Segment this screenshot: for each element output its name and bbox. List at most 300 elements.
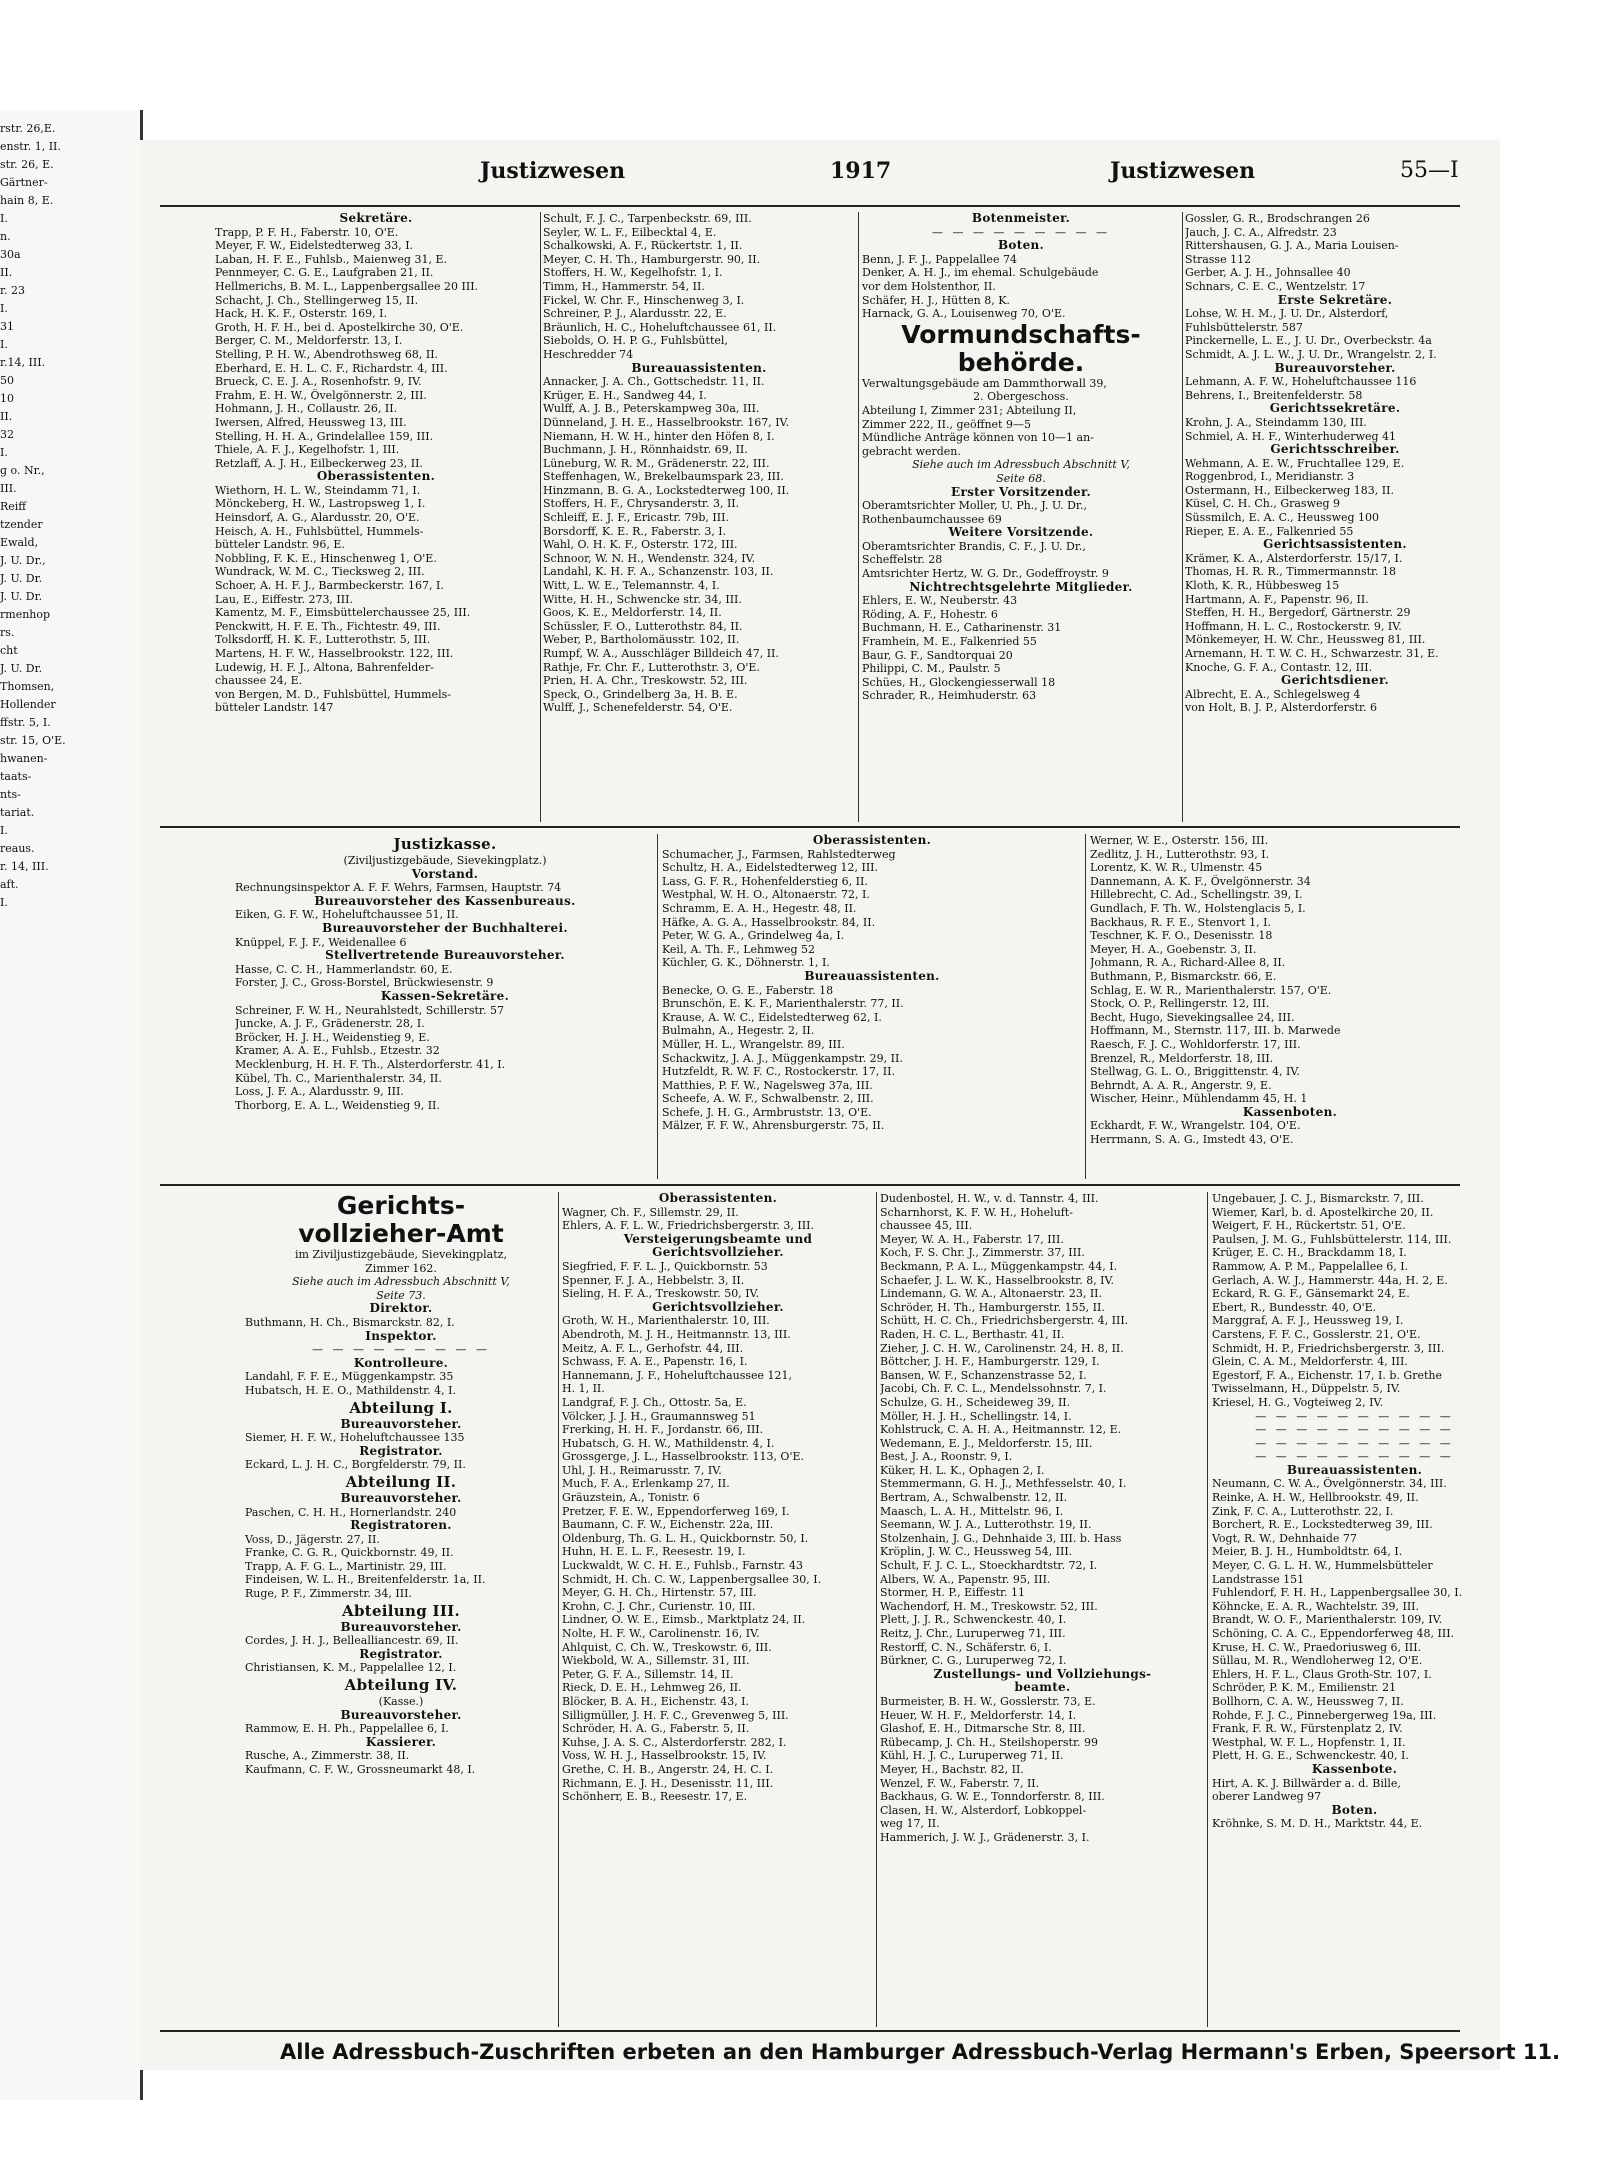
directory-entry: Findeisen, W. L. H., Breitenfelderstr. 1a, II. [245, 1573, 486, 1587]
left-fragment-line: Hollender [0, 698, 56, 711]
left-fragment-line: I. [0, 212, 8, 225]
left-fragment-line: I. [0, 896, 8, 909]
directory-entry: Silligmüller, J. H. F. C., Grevenweg 5, III. [562, 1708, 789, 1722]
column-bottom-3 [880, 1192, 1205, 2032]
directory-entry: Behrndt, A. A. R., Angerstr. 9, E. [1090, 1078, 1272, 1092]
directory-entry: Kloth, K. R., Hübbesweg 15 [1185, 579, 1340, 593]
directory-entry: Hartmann, A. F., Papenstr. 96, II. [1185, 592, 1369, 606]
left-fragment-line: J. U. Dr., [0, 554, 46, 567]
directory-entry: Juncke, A. J. F., Grädenerstr. 28, I. [235, 1017, 425, 1031]
left-fragment-line: J. U. Dr. [0, 590, 43, 603]
left-fragment-line: Thomsen, [0, 680, 55, 693]
directory-entry: Retzlaff, A. J. H., Eilbeckerweg 23, II. [215, 456, 423, 470]
directory-entry: Küsel, C. H. Ch., Grasweg 9 [1185, 497, 1341, 511]
directory-entry: Abteilung I, Zimmer 231; Abteilung II, [862, 403, 1077, 417]
directory-entry: Westphal, W. F. L., Hopfenstr. 1, II. [1212, 1735, 1406, 1749]
directory-entry: Wahl, O. H. K. F., Osterstr. 172, III. [543, 538, 738, 552]
directory-entry: H. 1, II. [562, 1382, 605, 1396]
directory-entry: Amtsrichter Hertz, W. G. Dr., Godeffroystr. 9 [862, 567, 1109, 581]
directory-entry: Küker, H. L. K., Ophagen 2, I. [880, 1463, 1045, 1477]
directory-entry: Kröplin, J. W. C., Heussweg 54, III. [880, 1545, 1073, 1559]
reference-note: Seite 73. [376, 1288, 426, 1302]
directory-entry: Iwersen, Alfred, Heussweg 13, III. [215, 415, 407, 429]
directory-entry: Schnars, C. E. C., Wentzelstr. 17 [1185, 279, 1366, 293]
directory-entry: Wiekbold, W. A., Sillemstr. 31, III. [562, 1654, 750, 1668]
directory-entry: Gerber, A. J. H., Johnsallee 40 [1185, 266, 1351, 280]
directory-entry: Buchmann, H. E., Catharinenstr. 31 [862, 621, 1062, 635]
directory-entry: Brandt, W. O. F., Marienthalerstr. 109, IV. [1212, 1613, 1443, 1627]
directory-entry: Hammerich, J. W. J., Grädenerstr. 3, I. [880, 1830, 1090, 1844]
column-top-3 [862, 212, 1180, 827]
directory-entry: Dannemann, A. K. F., Övelgönnerstr. 34 [1090, 874, 1311, 888]
section-heading: Bureauvorsteher. [340, 1620, 462, 1634]
directory-entry: Rieck, D. E. H., Lehmweg 26, II. [562, 1681, 742, 1695]
left-fragment-line: str. 15, O'E. [0, 734, 66, 747]
section-heading: Vorstand. [411, 867, 479, 881]
directory-entry: Schoer, A. H. F. J., Barmbeckerstr. 167, I. [215, 579, 444, 593]
directory-entry: Oberamtsrichter Brandis, C. F., J. U. Dr., [862, 539, 1086, 553]
directory-entry: Loss, J. F. A., Alardusstr. 9, III. [235, 1085, 404, 1099]
section-heading: Erste Sekretäre. [1277, 293, 1393, 307]
directory-entry: Bürkner, C. G., Luruperweg 72, I. [880, 1654, 1067, 1668]
column-divider [1182, 212, 1183, 822]
vacant-placeholder: — — — — — — — — — — [1255, 1450, 1454, 1464]
vacant-placeholder: — — — — — — — — — — [1255, 1409, 1454, 1423]
section-heading: Kassenboten. [1242, 1105, 1338, 1119]
directory-entry: Penckwitt, H. F. E. Th., Fichtestr. 49, III. [215, 619, 441, 633]
centered-note: 2. Obergeschoss. [973, 390, 1069, 404]
directory-entry: Weigert, F. H., Rückertstr. 51, O'E. [1212, 1219, 1406, 1233]
office-title: vollzieher-Amt [298, 1220, 504, 1248]
directory-entry: Eckard, L. J. H. C., Borgfelderstr. 79, II. [245, 1458, 466, 1472]
column-divider [1085, 834, 1086, 1179]
directory-entry: Eberhard, E. H. L. C. F., Richardstr. 4, III. [215, 361, 448, 375]
directory-entry: Glashof, E. H., Ditmarsche Str. 8, III. [880, 1722, 1086, 1736]
directory-entry: Küchler, G. K., Döhnerstr. 1, I. [662, 956, 830, 970]
directory-entry: Stemmermann, G. H. J., Methfesselstr. 40, I. [880, 1477, 1127, 1491]
office-title: Gerichts- [336, 1192, 466, 1220]
directory-entry: Schmidt, H. Ch. C. W., Lappenbergsallee 30, I. [562, 1572, 822, 1586]
section-heading: beamte. [1014, 1681, 1071, 1695]
directory-entry: Behrens, I., Breitenfelderstr. 58 [1185, 388, 1363, 402]
directory-entry: Mälzer, F. F. W., Ahrensburgerstr. 75, II. [662, 1119, 885, 1133]
directory-entry: Bansen, W. F., Schanzenstrasse 52, I. [880, 1368, 1087, 1382]
left-fragment-line: Gärtner- [0, 176, 48, 189]
directory-entry: Paschen, C. H. H., Hornerlandstr. 240 [245, 1505, 457, 1519]
directory-entry: Zimmer 222, II., geöffnet 9—5 [862, 417, 1031, 431]
directory-entry: Lorentz, K. W. R., Ulmenstr. 45 [1090, 861, 1263, 875]
directory-entry: Dudenbostel, H. W., v. d. Tannstr. 4, III. [880, 1192, 1099, 1205]
directory-entry: Ehlers, A. F. L. W., Friedrichsbergerstr. 3, III. [562, 1219, 814, 1233]
directory-entry: Schackwitz, J. A. J., Müggenkampstr. 29, II. [662, 1051, 903, 1065]
directory-entry: Knüppel, F. J. F., Weidenallee 6 [235, 935, 407, 949]
directory-entry: Grethe, C. H. B., Angerstr. 24, H. C. I. [562, 1762, 774, 1776]
vacant-placeholder: — — — — — — — — — — [1255, 1436, 1454, 1450]
header-left-title: Justizwesen [480, 158, 626, 184]
directory-entry: Frank, F. R. W., Fürstenplatz 2, IV. [1212, 1722, 1403, 1736]
header-year: 1917 [830, 158, 892, 184]
directory-entry: Benecke, O. G. E., Faberstr. 18 [662, 983, 834, 997]
directory-entry: Wiemer, Karl, b. d. Apostelkirche 20, II. [1212, 1205, 1434, 1219]
directory-entry: Bräunlich, H. C., Hoheluftchaussee 61, II. [543, 320, 777, 334]
directory-entry: Martens, H. F. W., Hasselbrookstr. 122, III. [215, 647, 454, 660]
directory-entry: weg 17, II. [880, 1817, 940, 1831]
directory-entry: Gossler, G. R., Brodschrangen 26 [1185, 212, 1370, 225]
directory-entry: Voss, W. H. J., Hasselbrookstr. 15, IV. [562, 1749, 767, 1763]
column-gerichtsvollzieher-amt [245, 1192, 557, 2032]
directory-entry: Süllau, M. R., Wendloherweg 12, O'E. [1212, 1654, 1423, 1668]
directory-entry: Glein, C. A. M., Meldorferstr. 4, III. [1212, 1355, 1408, 1369]
section-heading: Oberassistenten. [812, 834, 932, 847]
directory-entry: Matthies, P. F. W., Nagelsweg 37a, III. [662, 1078, 873, 1092]
section-heading: Zustellungs- und Vollziehungs- [933, 1667, 1152, 1681]
reference-note: Siehe auch im Adressbuch Abschnitt V, [912, 458, 1130, 472]
directory-entry: Süssmilch, E. A. C., Heussweg 100 [1185, 511, 1380, 525]
directory-entry: Schwass, F. A. E., Papenstr. 16, I. [562, 1355, 748, 1369]
directory-entry: Stelling, P. H. W., Abendrothsweg 68, II. [215, 347, 439, 361]
directory-entry: Häfke, A. G. A., Hasselbrookstr. 84, II. [662, 915, 876, 929]
section-heading: Bureauvorsteher des Kassenbureaus. [314, 894, 576, 908]
directory-entry: Luckwaldt, W. C. H. E., Fuhlsb., Farnstr. 43 [562, 1559, 804, 1573]
directory-entry: Meyer, G. H. Ch., Hirtenstr. 57, III. [562, 1586, 757, 1600]
centered-note: (Kasse.) [378, 1695, 424, 1709]
directory-entry: chaussee 24, E. [215, 674, 303, 688]
directory-entry: Meyer, H. A., Goebenstr. 3, II. [1090, 942, 1257, 956]
directory-entry: Stoffers, H. W., Kegelhofstr. 1, I. [543, 266, 723, 280]
directory-entry: Wagner, Ch. F., Sillemstr. 29, II. [562, 1205, 739, 1219]
left-fragment-line: ffstr. 5, I. [0, 716, 51, 729]
directory-entry: Siegfried, F. F. L. J., Quickbornstr. 53 [562, 1259, 768, 1273]
directory-entry: Rammow, E. H. Ph., Pappelallee 6, I. [245, 1722, 449, 1736]
directory-entry: Lindemann, G. W. A., Altonaerstr. 23, II. [880, 1287, 1103, 1301]
directory-entry: Eckhardt, F. W., Wrangelstr. 104, O'E. [1090, 1119, 1301, 1133]
directory-entry: Wiethorn, H. L. W., Steindamm 71, I. [215, 483, 421, 497]
column-top-1 [215, 212, 537, 827]
directory-entry: Jacobi, Ch. F. C. L., Mendelssohnstr. 7, I. [880, 1382, 1107, 1396]
directory-entry: Backhaus, R. F. E., Stenvort 1, I. [1090, 915, 1271, 929]
directory-entry: Schröder, H. A. G., Faberstr. 5, II. [562, 1722, 750, 1736]
directory-entry: Schröder, H. Th., Hamburgerstr. 155, II. [880, 1300, 1105, 1314]
directory-entry: bütteler Landstr. 96, E. [215, 538, 345, 552]
directory-entry: Kübel, Th. C., Marienthalerstr. 34, II. [235, 1071, 442, 1085]
section-heading: Gerichtsschreiber. [1270, 443, 1400, 457]
directory-entry: Paulsen, J. M. G., Fuhlsbüttelerstr. 114, III. [1212, 1232, 1452, 1246]
directory-entry: Siebolds, O. H. P. G., Fuhlsbüttel, [543, 334, 728, 348]
section-heading: Nichtrechtsgelehrte Mitglieder. [909, 580, 1133, 594]
directory-entry: Schramm, E. A. H., Hegestr. 48, II. [662, 901, 857, 915]
directory-entry: Ostermann, H., Eilbeckerweg 183, II. [1185, 483, 1394, 497]
directory-entry: Völcker, J. J. H., Graumannsweg 51 [562, 1409, 756, 1423]
section-heading: Gerichtsdiener. [1281, 674, 1389, 688]
directory-entry: Gräuzstein, A., Tonistr. 6 [562, 1491, 700, 1505]
left-fragment-line: 31 [0, 320, 14, 333]
directory-entry: Strasse 112 [1185, 252, 1252, 266]
directory-entry: Thomas, H. R. R., Timmermannstr. 18 [1185, 565, 1397, 579]
directory-entry: Wulff, J., Schenefelderstr. 54, O'E. [543, 701, 733, 715]
directory-entry: Scheefe, A. W. F., Schwalbenstr. 2, III. [662, 1092, 874, 1106]
directory-entry: Roggenbrod, I., Meridianstr. 3 [1185, 470, 1355, 484]
directory-entry: Kühl, H. J. C., Luruperweg 71, II. [880, 1749, 1064, 1763]
left-fragment-line: I. [0, 446, 8, 459]
directory-entry: Sieling, H. F. A., Treskowstr. 50, IV. [562, 1287, 760, 1301]
left-fragment-line: II. [0, 410, 13, 423]
left-fragment-line: tzender [0, 518, 43, 531]
section-heading: Botenmeister. [971, 212, 1071, 225]
directory-entry: Kamentz, M. F., Eimsbüttelerchaussee 25, III. [215, 606, 471, 620]
left-fragment-line: II. [0, 266, 13, 279]
left-fragment-line: 32 [0, 428, 14, 441]
directory-entry: Rothenbaumchaussee 69 [862, 512, 1002, 526]
directory-entry: Rusche, A., Zimmerstr. 38, II. [245, 1749, 410, 1763]
directory-entry: Egestorf, F. A., Eichenstr. 17, I. b. Grethe [1212, 1368, 1442, 1382]
directory-entry: Hellmerichs, B. M. L., Lappenbergsallee 20 III. [215, 279, 479, 293]
directory-entry: Ungebauer, J. C. J., Bismarckstr. 7, III. [1212, 1192, 1424, 1205]
directory-entry: Schönherr, E. B., Reesestr. 17, E. [562, 1790, 748, 1804]
section-rule [160, 1184, 1460, 1186]
directory-entry: Ruge, P. F., Zimmerstr. 34, III. [245, 1587, 412, 1601]
publisher-footer: Alle Adressbuch-Zuschriften erbeten an den Hamburger Adressbuch-Verlag Hermann's Erben, Speersort 11. [280, 2040, 1561, 2064]
left-fragment-line: J. U. Dr. [0, 662, 43, 675]
section-heading: Weitere Vorsitzende. [948, 526, 1094, 540]
section-heading: Boten. [1331, 1803, 1378, 1817]
directory-entry: Clasen, H. W., Alsterdorf, Lobkoppel- [880, 1803, 1087, 1817]
section-heading: Kassen-Sekretäre. [380, 989, 510, 1003]
directory-entry: Reinke, A. H. W., Hellbrookstr. 49, II. [1212, 1491, 1419, 1505]
directory-entry: Rittershausen, G. J. A., Maria Louisen- [1185, 239, 1399, 253]
column-bottom-4 [1212, 1192, 1497, 2032]
directory-entry: Schöning, C. A. C., Eppendorferweg 48, III. [1212, 1627, 1455, 1640]
section-title: Abteilung IV. [344, 1676, 458, 1695]
directory-entry: Krause, A. W. C., Eidelstedterweg 62, I. [662, 1010, 882, 1024]
directory-entry: Hoffmann, H. L. C., Rostockerstr. 9, IV. [1185, 619, 1402, 633]
directory-entry: Lohse, W. H. M., J. U. Dr., Alsterdorf, [1185, 307, 1389, 321]
section-title: Justizkasse. [393, 835, 497, 853]
directory-entry: Johmann, R. A., Richard-Allee 8, II. [1090, 956, 1286, 970]
directory-entry: Pinckernelle, L. E., J. U. Dr., Overbeckstr. 4a [1185, 334, 1432, 348]
directory-entry: Rathje, Fr. Chr. F., Lutterothstr. 3, O'E. [543, 660, 760, 674]
directory-entry: Jauch, J. C. A., Alfredstr. 23 [1185, 225, 1337, 239]
page-header [160, 158, 1470, 188]
directory-entry: Hoffmann, M., Sternstr. 117, III. b. Marwede [1090, 1024, 1341, 1038]
directory-entry: Scheffelstr. 28 [862, 553, 943, 567]
directory-entry: Meitz, A. F. L., Gerhofstr. 44, III. [562, 1341, 744, 1355]
directory-entry: Stock, O. P., Rellingerstr. 12, III. [1090, 997, 1270, 1011]
directory-entry: Blöcker, B. A. H., Eichenstr. 43, I. [562, 1694, 750, 1708]
directory-entry: Hutzfeldt, R. W. F. C., Rostockerstr. 17, II. [662, 1065, 895, 1079]
directory-entry: Raesch, F. J. C., Wohldorferstr. 17, III. [1090, 1037, 1301, 1051]
section-heading: Kassierer. [365, 1735, 437, 1749]
directory-entry: Ehlers, E. W., Neuberstr. 43 [862, 594, 1018, 608]
section-heading: Gerichtssekretäre. [1269, 402, 1401, 416]
directory-entry: Carstens, F. F. C., Gosslerstr. 21, O'E. [1212, 1327, 1421, 1341]
directory-entry: Franke, C. G. R., Quickbornstr. 49, II. [245, 1546, 454, 1560]
directory-entry: Hasse, C. C. H., Hammerlandstr. 60, E. [235, 962, 453, 976]
directory-entry: Schalkowski, A. F., Rückertstr. 1, II. [543, 239, 743, 253]
directory-entry: Annacker, J. A. Ch., Gottschedstr. 11, II. [543, 375, 765, 389]
directory-entry: Rieper, E. A. E., Falkenried 55 [1185, 524, 1354, 538]
directory-entry: Burmeister, B. H. W., Gosslerstr. 73, E. [880, 1694, 1096, 1708]
directory-entry: Röding, A. F., Hohestr. 6 [862, 607, 998, 621]
left-fragment-line: n. [0, 230, 11, 243]
directory-entry: Hillebrecht, C. Ad., Schellingstr. 39, I. [1090, 888, 1303, 902]
directory-entry: Peter, G. F. A., Sillemstr. 14, II. [562, 1667, 734, 1681]
directory-entry: Krohn, J. A., Steindamm 130, III. [1185, 415, 1367, 429]
directory-entry: Landgraf, F. J. Ch., Ottostr. 5a, E. [562, 1395, 747, 1409]
directory-entry: Koch, F. S. Chr. J., Zimmerstr. 37, III. [880, 1246, 1085, 1260]
directory-entry: Ahlquist, C. Ch. W., Treskowstr. 6, III. [562, 1640, 772, 1654]
section-heading: Bureauassistenten. [631, 361, 767, 375]
section-heading: Gerichtsassistenten. [1263, 538, 1407, 552]
directory-entry: Baumann, C. F. W., Eichenstr. 22a, III. [562, 1518, 774, 1532]
directory-entry: Wedemann, E. J., Meldorferstr. 15, III. [880, 1436, 1093, 1450]
vacant-placeholder: — — — — — — — — — [932, 225, 1110, 239]
section-heading: Stellvertretende Bureauvorsteher. [325, 949, 565, 963]
directory-entry: Laban, H. F. E., Fuhlsb., Maienweg 31, E. [215, 252, 447, 266]
directory-entry: Mündliche Anträge können von 10—1 an- [862, 431, 1094, 445]
section-heading: Oberassistenten. [316, 470, 436, 484]
left-fragment-line: r. 14, III. [0, 860, 49, 873]
left-fragment-line: 50 [0, 374, 14, 387]
directory-entry: Heisch, A. H., Fuhlsbüttel, Hummels- [215, 524, 424, 538]
directory-entry: Schult, F. J. C., Tarpenbeckstr. 69, III. [543, 212, 752, 225]
column-justizkasse [235, 834, 655, 1184]
centered-note: im Ziviljustizgebäude, Sievekingplatz, [295, 1248, 507, 1261]
directory-entry: Schmidt, H. P., Friedrichsbergerstr. 3, III. [1212, 1341, 1445, 1355]
directory-entry: Eiken, G. F. W., Hoheluftchaussee 51, II. [235, 908, 459, 922]
directory-entry: Lau, E., Eiffestr. 273, III. [215, 592, 353, 606]
directory-entry: Meyer, C. H. Th., Hamburgerstr. 90, II. [543, 252, 761, 266]
left-fragment-line: cht [0, 644, 18, 657]
directory-entry: Schacht, J. Ch., Stellingerweg 15, II. [215, 293, 419, 307]
directory-entry: Teschner, K. F. O., Desenisstr. 18 [1090, 929, 1273, 943]
directory-entry: Krüger, E. C. H., Brackdamm 18, I. [1212, 1246, 1407, 1260]
directory-entry: Cordes, J. H. J., Bellealliancestr. 69, II. [245, 1634, 459, 1648]
section-heading: Bureauvorsteher. [340, 1708, 462, 1722]
directory-entry: Goos, K. E., Meldorferstr. 14, II. [543, 606, 722, 620]
directory-entry: Krüger, E. H., Sandweg 44, I. [543, 388, 707, 402]
section-heading: Inspektor. [365, 1329, 437, 1343]
directory-entry: Rübecamp, J. Ch. H., Steilshoperstr. 99 [880, 1735, 1098, 1749]
directory-entry: Reitz, J. Chr., Luruperweg 71, III. [880, 1627, 1066, 1640]
directory-entry: Rammow, A. P. M., Pappelallee 6, I. [1212, 1259, 1409, 1273]
vacant-placeholder: — — — — — — — — — — [1255, 1423, 1454, 1437]
section-heading: Versteigerungsbeamte und [623, 1232, 813, 1246]
column-divider [540, 212, 541, 822]
directory-entry: Pennmeyer, C. G. E., Laufgraben 21, II. [215, 266, 434, 280]
vacant-placeholder: — — — — — — — — — [312, 1343, 490, 1357]
directory-entry: Abendroth, M. J. H., Heitmannstr. 13, III. [562, 1327, 791, 1341]
left-fragment-line: enstr. 1, II. [0, 140, 61, 153]
directory-entry: Verwaltungsgebäude am Dammthorwall 39, [862, 376, 1107, 390]
directory-entry: Kuhse, J. A. S. C., Alsterdorferstr. 282, I. [562, 1735, 787, 1749]
left-fragment-line: rs. [0, 626, 15, 639]
office-title: Vormundschafts- [901, 320, 1141, 349]
directory-entry: vor dem Holstenthor, II. [862, 279, 996, 293]
directory-entry: Seemann, W. J. A., Lutterothstr. 19, II. [880, 1518, 1092, 1532]
directory-entry: Gundlach, F. Th. W., Holstenglacis 5, I. [1090, 901, 1306, 915]
directory-entry: Arnemann, H. T. W. C. H., Schwarzestr. 31, E. [1185, 647, 1439, 660]
directory-entry: Buthmann, P., Bismarckstr. 66, E. [1090, 969, 1277, 983]
header-right-title: Justizwesen [1110, 158, 1256, 184]
directory-entry: Krohn, C. J. Chr., Curienstr. 10, III. [562, 1599, 756, 1613]
page-number: 55—I [1400, 158, 1459, 183]
directory-entry: Albrecht, E. A., Schlegelsweg 4 [1185, 687, 1361, 701]
directory-entry: Landahl, K. H. F. A., Schanzenstr. 103, II. [543, 565, 774, 579]
section-heading: Direktor. [369, 1302, 433, 1316]
directory-entry: Schäfer, H. J., Hütten 8, K. [862, 293, 1010, 307]
left-fragment-line: hwanen- [0, 752, 48, 765]
column-top-4 [1185, 212, 1485, 827]
directory-entry: Schrader, R., Heimhuderstr. 63 [862, 689, 1037, 703]
section-heading: Bureauvorsteher. [340, 1491, 462, 1505]
directory-entry: chaussee 45, III. [880, 1219, 973, 1233]
directory-entry: Mönkemeyer, H. W. Chr., Heussweg 81, III. [1185, 633, 1426, 647]
directory-entry: Stolzenhain, J. G., Dehnhaide 3, III. b. Hass [880, 1531, 1122, 1545]
directory-entry: Hirt, A. K. J. Billwärder a. d. Bille, [1212, 1776, 1401, 1790]
directory-entry: Christiansen, K. M., Pappelallee 12, I. [245, 1661, 457, 1675]
directory-entry: Eckard, R. G. F., Gänsemarkt 24, E. [1212, 1287, 1410, 1301]
column-divider [657, 834, 658, 1179]
column-divider [558, 1192, 559, 2027]
directory-entry: Kramer, A. A. E., Fuhlsb., Etzestr. 32 [235, 1044, 440, 1058]
directory-entry: Peter, W. G. A., Grindelweg 4a, I. [662, 929, 845, 943]
section-rule [160, 826, 1460, 828]
directory-entry: Uhl, J. H., Reimarusstr. 7, IV. [562, 1463, 722, 1477]
directory-entry: Timm, H., Hammerstr. 54, II. [543, 279, 705, 293]
section-title: Abteilung II. [345, 1472, 457, 1491]
directory-entry: Stormer, H. P., Eiffestr. 11 [880, 1586, 1026, 1600]
directory-entry: Rechnungsinspektor A. F. F. Wehrs, Farmsen, Hauptstr. 74 [235, 881, 562, 895]
directory-entry: Speck, O., Grindelberg 3a, H. B. E. [543, 687, 738, 701]
footer-rule [160, 2030, 1460, 2032]
directory-entry: Borsdorff, K. E. R., Faberstr. 3, I. [543, 524, 727, 538]
directory-entry: Schult, F. J. C. L., Stoeckhardtstr. 72, I. [880, 1559, 1098, 1573]
directory-entry: Landstrasse 151 [1212, 1572, 1305, 1586]
directory-entry: Groth, H. F. H., bei d. Apostelkirche 30, O'E. [215, 320, 464, 334]
directory-entry: Ehlers, H. F. L., Claus Groth-Str. 107, I. [1212, 1667, 1432, 1681]
directory-entry: Oberamtsrichter Moller, U. Ph., J. U. Dr., [862, 499, 1087, 513]
directory-entry: Trapp, P. F. H., Faberstr. 10, O'E. [215, 225, 399, 239]
column-divider [1207, 1192, 1208, 2027]
section-title: Abteilung I. [349, 1398, 453, 1417]
directory-entry: Nolte, H. F. W., Carolinenstr. 16, IV. [562, 1627, 760, 1640]
directory-entry: Fuhlendorf, F. H. H., Lappenbergsallee 30, I. [1212, 1586, 1463, 1600]
directory-entry: Beckmann, P. A. L., Müggenkampstr. 44, I. [880, 1259, 1118, 1273]
directory-entry: Köhncke, E. A. R., Wachtelstr. 39, III. [1212, 1599, 1420, 1613]
directory-entry: Vogt, R. W., Dehnhaide 77 [1212, 1531, 1357, 1545]
directory-entry: Meyer, C. G. L. H. W., Hummelsbütteler [1212, 1559, 1433, 1573]
directory-entry: Herrmann, S. A. G., Imstedt 43, O'E. [1090, 1133, 1294, 1147]
centered-note: Zimmer 162. [365, 1261, 437, 1275]
directory-entry: Lass, G. F. R., Hohenfelderstieg 6, II. [662, 874, 868, 888]
column-divider [858, 212, 859, 822]
section-heading: Bureauvorsteher. [340, 1417, 462, 1431]
left-fragment-line: hain 8, E. [0, 194, 54, 207]
section-heading: Boten. [997, 239, 1045, 253]
directory-entry: Wehmann, A. E. W., Fruchtallee 129, E. [1185, 456, 1405, 470]
directory-entry: Nobbling, F. K. E., Hinschenweg 1, O'E. [215, 551, 437, 565]
section-heading: Kassenbote. [1311, 1762, 1398, 1776]
directory-entry: Buchmann, J. H., Rönnhaidstr. 69, II. [543, 443, 748, 457]
directory-entry: Schnoor, W. N. H., Wendenstr. 324, IV. [543, 551, 756, 565]
directory-entry: Restorff, C. N., Schäferstr. 6, I. [880, 1640, 1052, 1654]
directory-entry: Dünneland, J. H. E., Hasselbrookstr. 167, IV. [543, 415, 790, 429]
directory-entry: Siemer, H. F. W., Hoheluftchaussee 135 [245, 1431, 465, 1445]
directory-entry: Schütt, H. C. Ch., Friedrichsbergerstr. 4, III. [880, 1314, 1129, 1328]
directory-entry: Brenzel, R., Meldorferstr. 18, III. [1090, 1051, 1274, 1065]
directory-entry: Schleiff, E. J. F., Ericastr. 79b, III. [543, 511, 729, 525]
directory-entry: Schumacher, J., Farmsen, Rahlstedterweg [662, 847, 896, 861]
